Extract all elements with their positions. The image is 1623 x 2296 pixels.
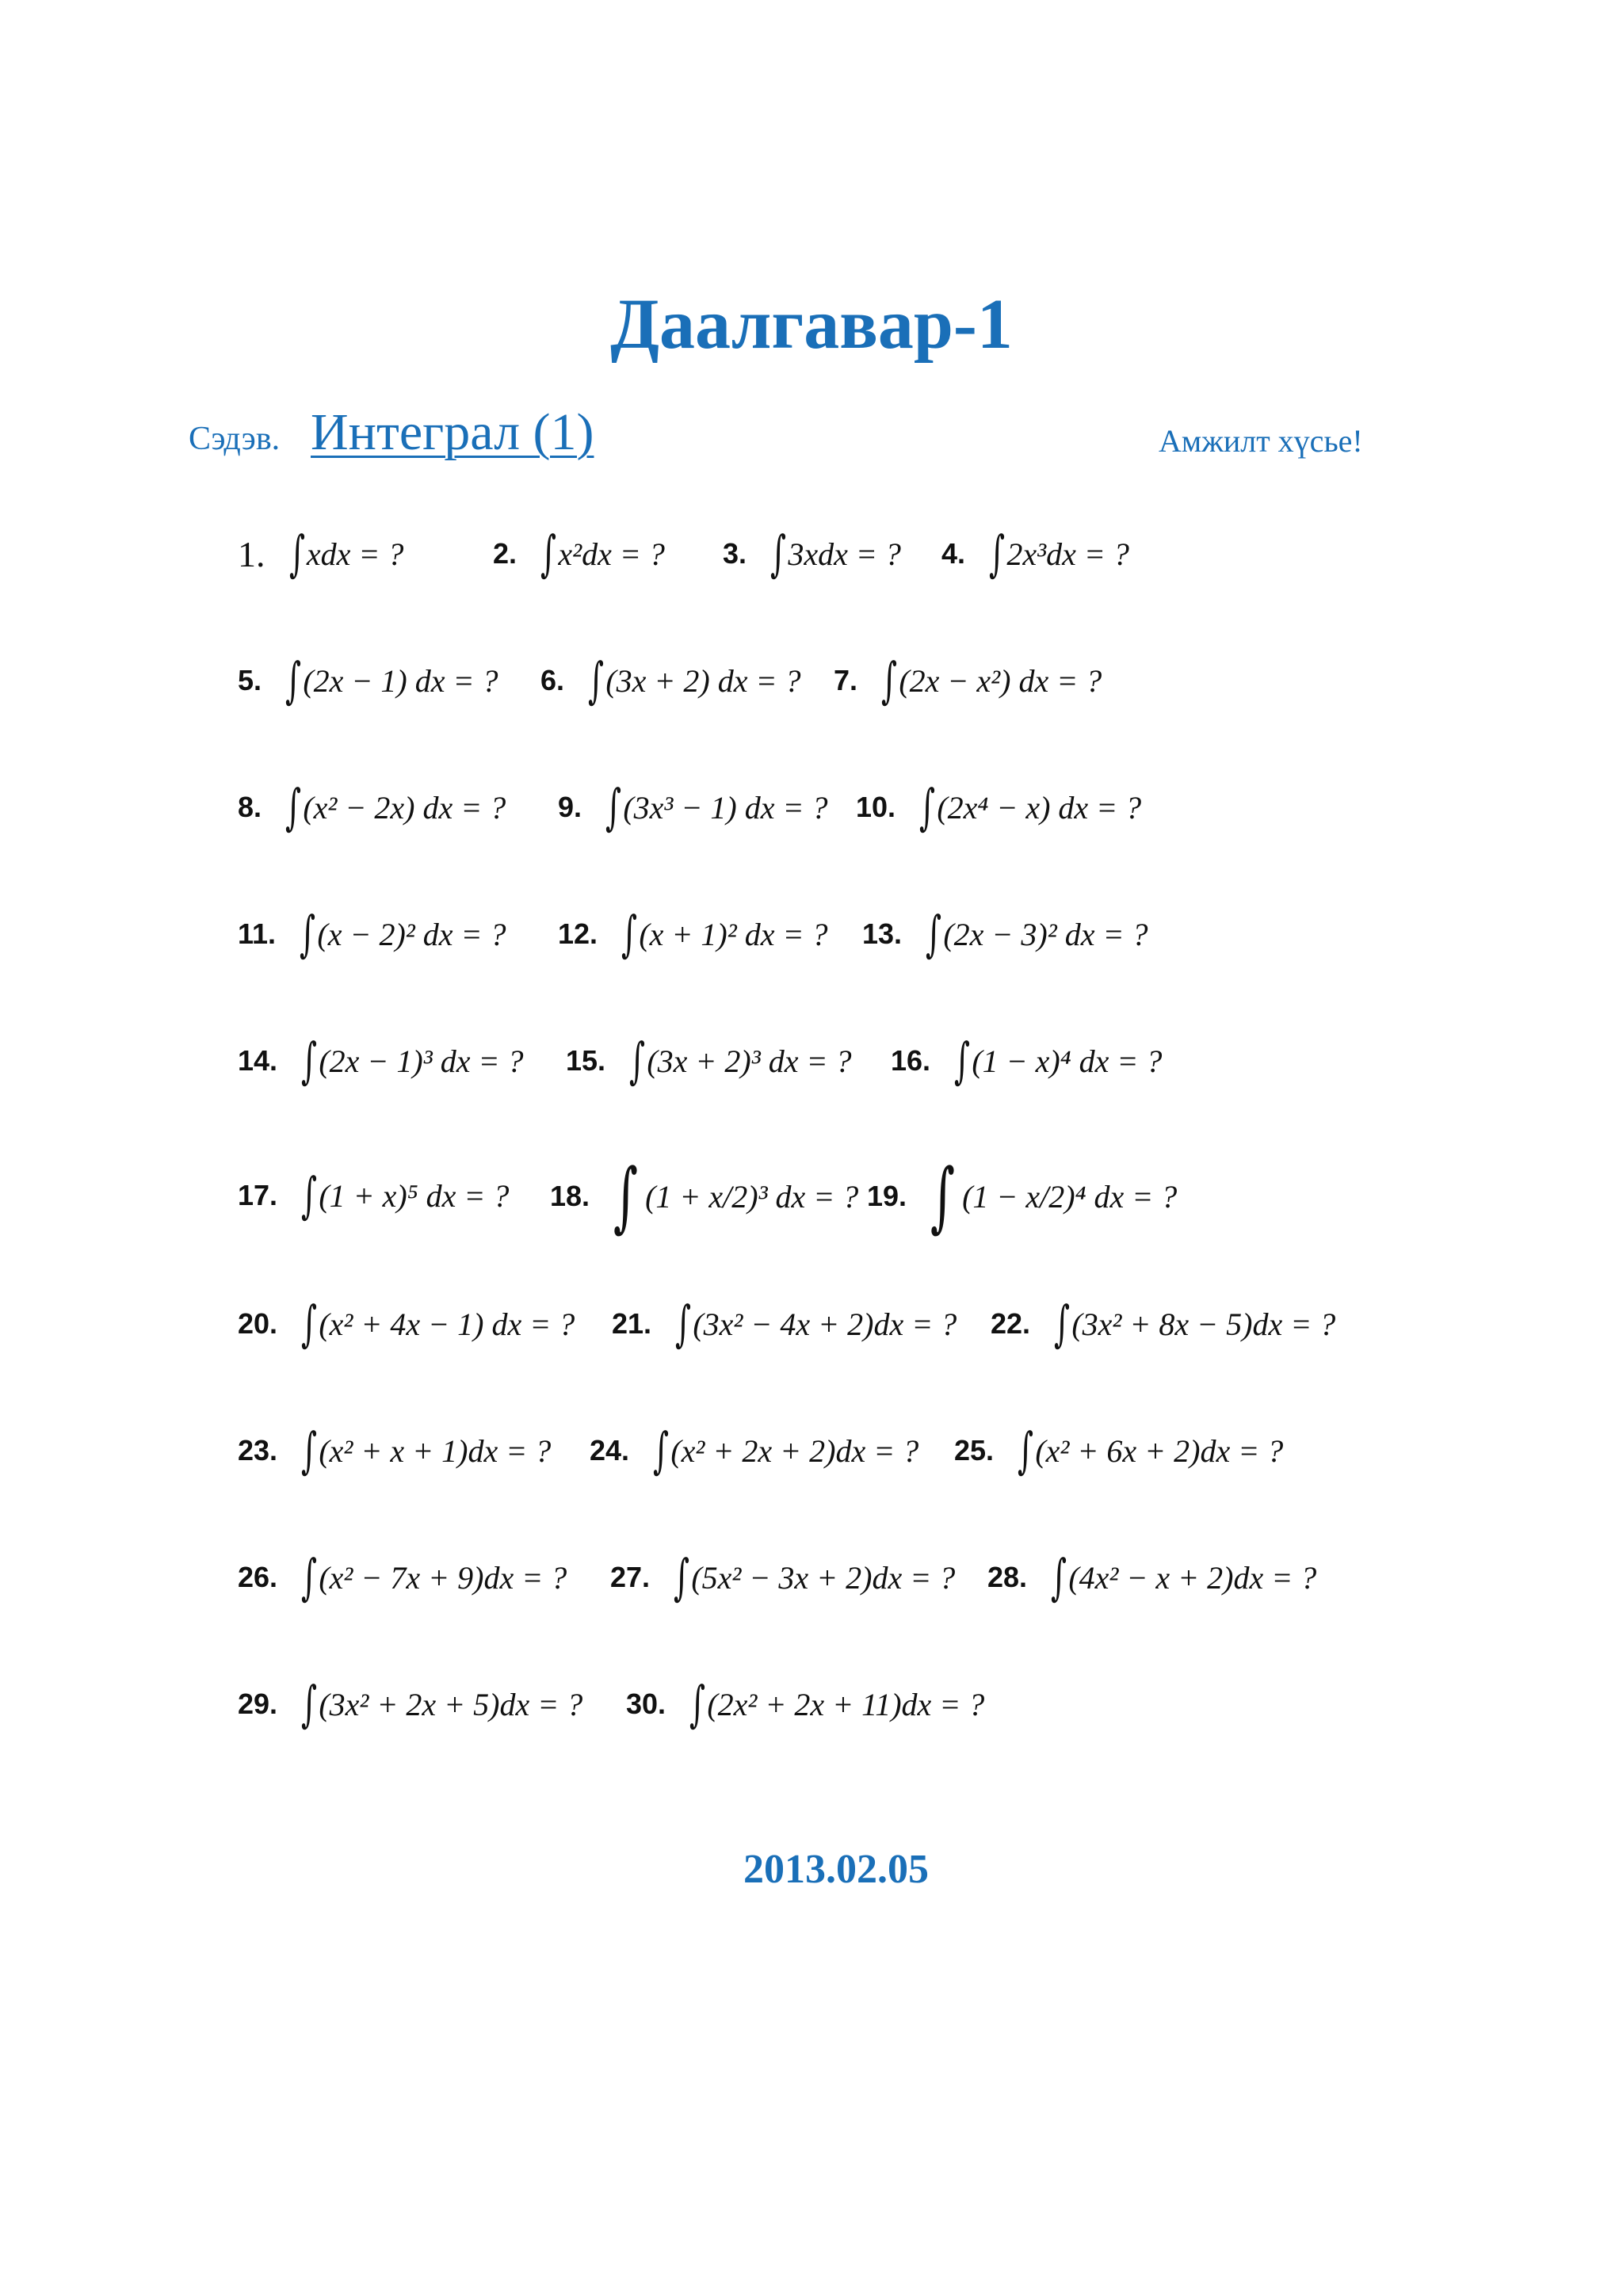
exercise-27: [610, 1548, 956, 1606]
integral-sign: ∫: [675, 1295, 692, 1352]
exercise-24: [590, 1421, 919, 1479]
integral-sign: ∫: [301, 1548, 318, 1606]
exercise-number: 3.: [723, 537, 747, 570]
integral-sign: ∫: [954, 1032, 971, 1089]
integral-sign: ∫: [301, 1032, 318, 1089]
integral-sign: ∫: [301, 1421, 318, 1479]
exercise-expression: (x² − 2x) dx = ?: [303, 789, 506, 826]
exercise-number: 22.: [991, 1307, 1031, 1340]
exercise-expression: (1 + x)⁵ dx = ?: [319, 1177, 510, 1214]
exercise-number: 29.: [238, 1688, 278, 1720]
integral-sign: ∫: [674, 1548, 690, 1606]
exercise-14: [238, 1032, 524, 1089]
exercise-30: [626, 1675, 985, 1733]
exercise-number: 13.: [862, 917, 903, 950]
exercise-1: [238, 524, 404, 582]
exercise-number: 28.: [987, 1561, 1028, 1593]
exercise-number: 17.: [238, 1179, 278, 1211]
exercise-21: [612, 1295, 957, 1352]
integral-sign: ∫: [588, 651, 605, 709]
exercise-3: [723, 524, 901, 582]
integral-sign: ∫: [629, 1032, 646, 1089]
exercise-7: [834, 651, 1102, 709]
exercise-expression: (x² + 2x + 2)dx = ?: [670, 1432, 919, 1469]
exercise-expression: (3x + 2) dx = ?: [605, 662, 801, 699]
exercise-12: [558, 905, 828, 963]
exercise-number: 4.: [941, 537, 966, 570]
topic-name: Интеграл (1): [311, 403, 594, 461]
exercise-expression: (2x² + 2x + 11)dx = ?: [707, 1686, 985, 1722]
exercise-16: [891, 1032, 1163, 1089]
exercise-23: [238, 1421, 552, 1479]
integral-sign: ∫: [930, 1152, 956, 1241]
exercise-expression: (2x − x²) dx = ?: [899, 662, 1102, 699]
exercise-22: [991, 1295, 1336, 1352]
exercise-expression: (3x² − 4x + 2)dx = ?: [693, 1306, 957, 1342]
integral-sign: ∫: [989, 524, 1006, 582]
exercise-expression: (3x² + 2x + 5)dx = ?: [319, 1686, 583, 1722]
exercise-expression: xdx = ?: [306, 536, 404, 572]
exercise-expression: (x² + 4x − 1) dx = ?: [319, 1306, 575, 1342]
exercise-10: [856, 778, 1142, 836]
exercise-number: 1.: [238, 533, 265, 574]
exercise-17: [238, 1166, 510, 1224]
integral-sign: ∫: [605, 778, 622, 836]
exercise-9: [558, 778, 828, 836]
exercise-expression: (x − 2)² dx = ?: [317, 916, 506, 952]
exercise-expression: (2x − 1)³ dx = ?: [319, 1043, 524, 1079]
exercise-number: 7.: [834, 664, 858, 696]
integral-sign: ∫: [285, 651, 302, 709]
exercise-8: [238, 778, 506, 836]
exercise-expression: (x² − 7x + 9)dx = ?: [319, 1559, 567, 1596]
exercise-26: [238, 1548, 567, 1606]
integral-sign: ∫: [288, 524, 305, 582]
exercise-expression: (3x + 2)³ dx = ?: [647, 1043, 852, 1079]
integral-sign: ∫: [621, 905, 638, 963]
exercise-number: 15.: [566, 1044, 606, 1077]
topic-label: Сэдэв.: [189, 421, 281, 457]
page-title: Даалгавар-1: [610, 285, 1013, 364]
exercise-expression: (x² + x + 1)dx = ?: [319, 1432, 552, 1469]
integral-sign: ∫: [540, 524, 557, 582]
exercise-20: [238, 1295, 575, 1352]
integral-sign: ∫: [881, 651, 898, 709]
integral-sign: ∫: [1051, 1548, 1067, 1606]
exercise-expression: (3x² + 8x − 5)dx = ?: [1071, 1306, 1336, 1342]
exercise-6: [540, 651, 801, 709]
exercise-number: 25.: [954, 1434, 995, 1466]
exercise-25: [954, 1421, 1284, 1479]
integral-sign: ∫: [300, 905, 316, 963]
exercise-expression: (3x³ − 1) dx = ?: [623, 789, 828, 826]
exercise-28: [987, 1548, 1317, 1606]
exercise-number: 21.: [612, 1307, 652, 1340]
good-luck-note: Амжилт хүсье!: [1159, 423, 1363, 459]
exercise-number: 27.: [610, 1561, 651, 1593]
exercise-expression: (1 + x/2)³ dx = ?: [645, 1178, 859, 1215]
exercise-expression: (4x² − x + 2)dx = ?: [1068, 1559, 1317, 1596]
integral-sign: ∫: [919, 778, 936, 836]
integral-sign: ∫: [301, 1675, 318, 1733]
exercise-15: [566, 1032, 852, 1089]
exercise-expression: (1 − x)⁴ dx = ?: [972, 1043, 1163, 1079]
integral-sign: ∫: [1018, 1421, 1034, 1479]
exercise-expression: (2x − 3)² dx = ?: [943, 916, 1148, 952]
exercise-expression: (x + 1)² dx = ?: [639, 916, 828, 952]
exercise-expression: (2x − 1) dx = ?: [303, 662, 498, 699]
exercise-expression: 3xdx = ?: [788, 536, 901, 572]
integral-sign: ∫: [770, 524, 787, 582]
exercise-number: 30.: [626, 1688, 666, 1720]
assignment-date: 2013.02.05: [743, 1847, 929, 1892]
exercise-number: 18.: [550, 1180, 590, 1212]
exercise-number: 2.: [493, 537, 517, 570]
integral-sign: ∫: [301, 1166, 318, 1224]
exercise-number: 26.: [238, 1561, 278, 1593]
exercise-19: [867, 1152, 1178, 1241]
integral-sign: ∫: [926, 905, 942, 963]
integral-sign: ∫: [1054, 1295, 1071, 1352]
exercise-number: 11.: [238, 917, 277, 950]
exercise-2: [493, 524, 665, 582]
exercise-expression: (5x² − 3x + 2)dx = ?: [691, 1559, 956, 1596]
exercise-5: [238, 651, 498, 709]
integral-sign: ∫: [301, 1295, 318, 1352]
exercise-expression: (2x⁴ − x) dx = ?: [937, 789, 1142, 826]
exercise-number: 14.: [238, 1044, 278, 1077]
exercise-11: [238, 905, 506, 963]
exercise-number: 20.: [238, 1307, 278, 1340]
integral-sign: ∫: [285, 778, 302, 836]
exercise-number: 16.: [891, 1044, 931, 1077]
exercise-number: 12.: [558, 917, 598, 950]
exercise-expression: (1 − x/2)⁴ dx = ?: [962, 1178, 1178, 1215]
integral-sign: ∫: [653, 1421, 670, 1479]
exercise-expression: 2x³dx = ?: [1006, 536, 1129, 572]
exercise-number: 9.: [558, 791, 582, 823]
exercise-number: 23.: [238, 1434, 278, 1466]
exercise-number: 6.: [540, 664, 565, 696]
exercise-number: 24.: [590, 1434, 630, 1466]
exercise-number: 8.: [238, 791, 262, 823]
integral-sign: ∫: [613, 1152, 639, 1241]
exercise-13: [862, 905, 1148, 963]
exercise-expression: x²dx = ?: [558, 536, 665, 572]
exercise-4: [941, 524, 1129, 582]
exercise-number: 5.: [238, 664, 262, 696]
integral-sign: ∫: [689, 1675, 706, 1733]
exercise-expression: (x² + 6x + 2)dx = ?: [1035, 1432, 1284, 1469]
exercise-number: 10.: [856, 791, 896, 823]
exercise-18: [550, 1152, 859, 1241]
exercise-29: [238, 1675, 583, 1733]
exercise-number: 19.: [867, 1180, 907, 1212]
